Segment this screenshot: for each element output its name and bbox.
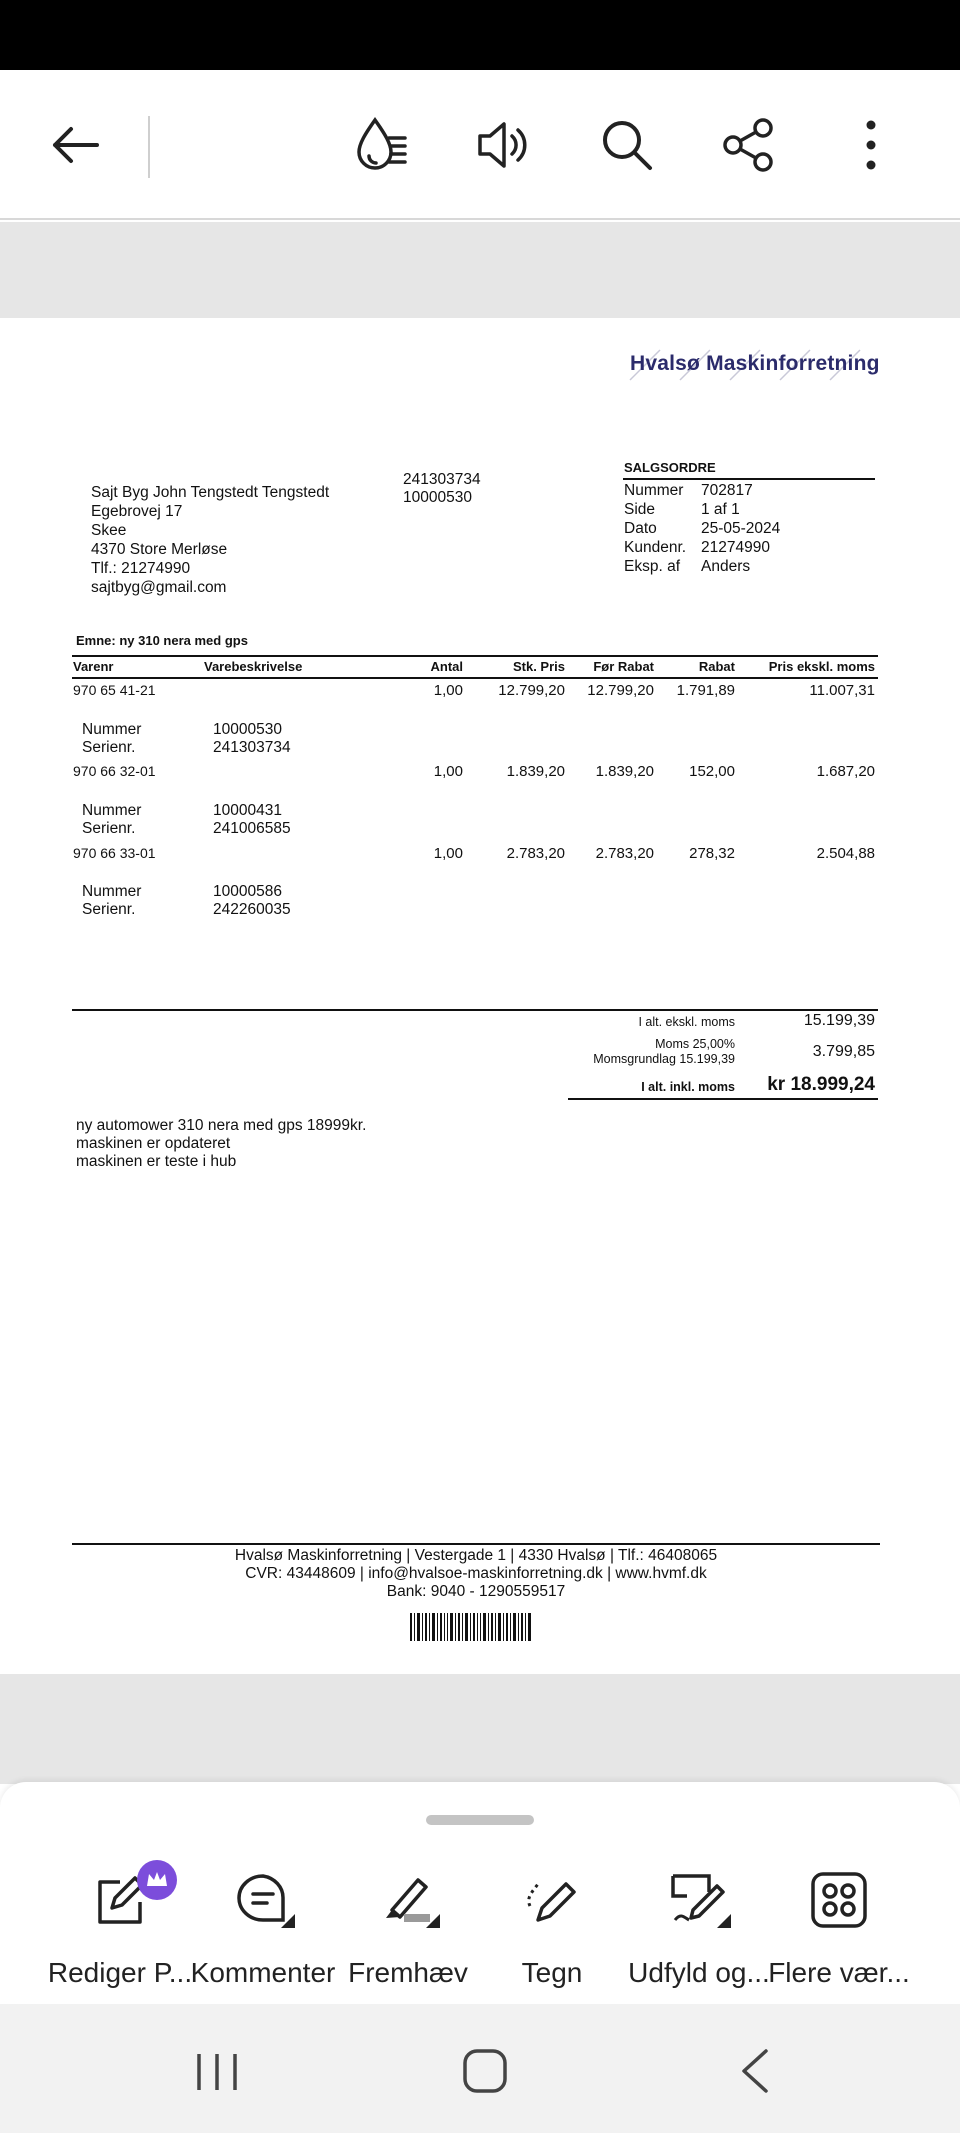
row-antal: 1,00 [433, 763, 463, 780]
col-header-for-rabat: Før Rabat [593, 659, 654, 674]
row-for-rabat: 12.799,20 [587, 682, 654, 699]
row-serie-label: Serienr. [82, 901, 136, 918]
barcode [410, 1613, 532, 1641]
total-incl-value: kr 18.999,24 [767, 1074, 875, 1095]
row-antal: 1,00 [433, 682, 463, 699]
reference-2: 10000530 [403, 489, 472, 506]
draw-icon [522, 1870, 582, 1930]
order-heading: SALGSORDRE [624, 460, 716, 475]
table-header-rule [72, 677, 878, 679]
system-nav-bar [0, 2004, 960, 2133]
tool-label: Kommenter [190, 1957, 336, 1988]
customer-city: 4370 Store Merløse [91, 541, 228, 558]
table-top-rule [72, 655, 878, 657]
customer-area: Skee [91, 522, 127, 539]
row-varenr: 970 66 32-01 [73, 763, 156, 779]
row-serie: 241303734 [213, 739, 291, 756]
row-varenr: 970 65 41-21 [73, 682, 156, 698]
tool-label: Udfyld og... [628, 1957, 770, 1988]
order-values [701, 481, 780, 576]
moms-value: 3.799,85 [812, 1043, 875, 1060]
row-serie-label: Serienr. [82, 820, 136, 837]
row-detail-values [213, 802, 291, 838]
order-label: Kundenr. [624, 539, 687, 556]
order-number: 702817 [701, 482, 753, 499]
viewer-background [0, 222, 960, 318]
row-detail-labels [82, 883, 141, 919]
reference-1: 241303734 [403, 471, 481, 488]
more-tools-icon [809, 1870, 869, 1930]
footer-line: Hvalsø Maskinforretning | Vestergade 1 | 4330 Hvalsø | Tlf.: 46408065 [234, 1547, 718, 1564]
col-header-varenr: Varenr [73, 659, 114, 674]
fill-sign-icon [669, 1870, 729, 1930]
row-nummer-label: Nummer [82, 883, 142, 900]
col-header-pris: Pris ekskl. moms [768, 659, 875, 674]
row-varenr: 970 66 33-01 [73, 845, 156, 861]
order-label: Eksp. af [624, 558, 680, 575]
order-labels [624, 481, 686, 576]
row-antal: 1,00 [433, 845, 463, 862]
reference-numbers [403, 471, 481, 507]
company-footer [72, 1547, 880, 1601]
row-pris: 2.504,88 [816, 845, 875, 862]
tool-label: Tegn [521, 1957, 583, 1988]
row-pris: 11.007,31 [809, 682, 875, 699]
row-stk-pris: 1.839,20 [506, 763, 565, 780]
row-for-rabat: 2.783,20 [595, 845, 654, 862]
system-back-icon[interactable] [738, 2048, 772, 2099]
row-stk-pris: 2.783,20 [506, 845, 565, 862]
order-customer-number: 21274990 [701, 539, 770, 556]
order-notes [76, 1117, 366, 1171]
momsgrundlag-label: Momsgrundlag 15.199,39 [593, 1052, 735, 1066]
order-heading-rule [623, 478, 875, 480]
row-nummer-label: Nummer [82, 721, 142, 738]
read-aloud-icon[interactable] [468, 110, 538, 180]
note-line: ny automower 310 nera med gps 18999kr. [76, 1117, 367, 1134]
footer-line: CVR: 43448609 | info@hvalsoe-maskinforretning.dk | www.hvmf.dk [245, 1565, 707, 1582]
row-rabat: 152,00 [689, 763, 735, 780]
customer-street: Egebrovej 17 [91, 503, 183, 520]
highlight-icon [378, 1870, 438, 1930]
tool-label: Flere vær... [768, 1957, 910, 1988]
tool-draw[interactable] [477, 1870, 627, 1990]
reading-mode-icon[interactable] [347, 110, 417, 180]
order-label: Dato [624, 520, 657, 537]
note-line: maskinen er opdateret [76, 1135, 231, 1152]
order-page: 1 af 1 [701, 501, 740, 518]
row-serie: 241006585 [213, 820, 291, 837]
tool-fill-sign[interactable] [624, 1870, 774, 1990]
viewer-background [0, 1674, 960, 1784]
top-toolbar [0, 70, 960, 220]
col-header-stk-pris: Stk. Pris [512, 659, 565, 674]
comment-icon [233, 1870, 293, 1930]
company-logo-text: Hvalsø Maskinforretning [630, 352, 880, 375]
row-nummer: 10000431 [213, 802, 282, 819]
tool-highlight[interactable] [333, 1870, 483, 1990]
customer-phone: Tlf.: 21274990 [91, 560, 191, 577]
tool-label: Rediger P... [47, 1957, 193, 1988]
search-icon[interactable] [592, 110, 662, 180]
order-subject: Emne: ny 310 nera med gps [76, 633, 248, 648]
total-ex-value: 15.199,39 [803, 1012, 875, 1029]
order-clerk: Anders [701, 558, 751, 575]
share-icon[interactable] [714, 110, 784, 180]
col-header-antal: Antal [430, 659, 463, 674]
row-pris: 1.687,20 [816, 763, 875, 780]
row-serie-label: Serienr. [82, 739, 136, 756]
row-stk-pris: 12.799,20 [498, 682, 565, 699]
totals-top-rule [72, 1009, 878, 1011]
col-header-beskrivelse: Varebeskrivelse [204, 659, 303, 674]
more-icon[interactable] [836, 110, 906, 180]
row-for-rabat: 1.839,20 [595, 763, 654, 780]
toolbar-divider [148, 116, 150, 178]
note-line: maskinen er teste i hub [76, 1153, 237, 1170]
total-incl-label: I alt. inkl. moms [641, 1080, 735, 1094]
tool-edit-pdf[interactable] [45, 1870, 195, 1990]
row-nummer: 10000530 [213, 721, 282, 738]
customer-address [91, 483, 329, 597]
moms-label: Moms 25,00% [655, 1037, 735, 1051]
back-arrow-icon[interactable] [40, 110, 110, 180]
row-rabat: 1.791,89 [676, 682, 735, 699]
order-date: 25-05-2024 [701, 520, 781, 537]
order-label: Nummer [624, 482, 684, 499]
row-detail-labels [82, 802, 141, 838]
home-icon[interactable] [462, 2048, 508, 2099]
sheet-drag-handle[interactable] [426, 1815, 534, 1825]
tool-comment[interactable] [188, 1870, 338, 1990]
customer-name: Sajt Byg John Tengstedt Tengstedt [91, 484, 330, 501]
row-serie: 242260035 [213, 901, 291, 918]
tool-label: Fremhæv [348, 1957, 468, 1988]
premium-crown-icon [137, 1860, 177, 1900]
row-detail-values [213, 721, 291, 757]
totals-bottom-rule [568, 1098, 878, 1100]
row-detail-labels [82, 721, 141, 757]
total-ex-label: I alt. ekskl. moms [638, 1015, 735, 1029]
row-nummer: 10000586 [213, 883, 282, 900]
footer-rule [72, 1543, 880, 1545]
order-label: Side [624, 501, 656, 518]
status-bar [0, 0, 960, 70]
col-header-rabat: Rabat [698, 659, 735, 674]
row-nummer-label: Nummer [82, 802, 142, 819]
customer-email: sajtbyg@gmail.com [91, 579, 227, 596]
footer-line: Bank: 9040 - 1290559517 [386, 1583, 566, 1600]
row-rabat: 278,32 [689, 845, 735, 862]
tool-more-tools[interactable] [764, 1870, 914, 1990]
recent-apps-icon[interactable] [195, 2052, 239, 2097]
row-detail-values [213, 883, 291, 919]
